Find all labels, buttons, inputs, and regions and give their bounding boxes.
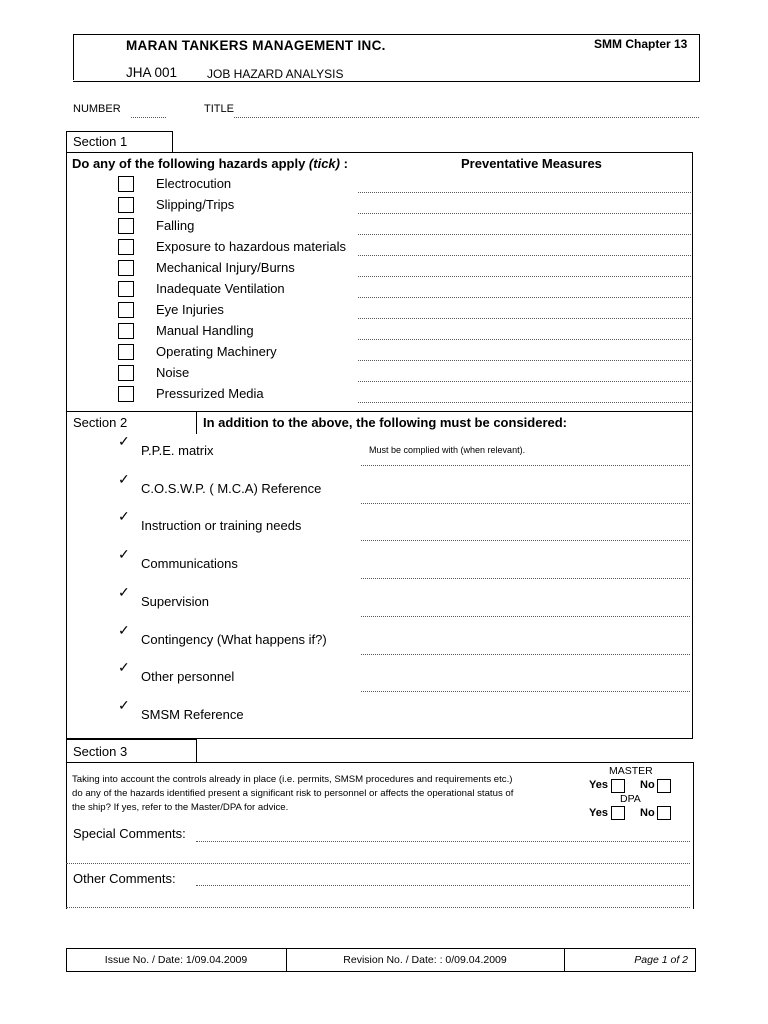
preventative-measure-field[interactable] <box>358 402 691 403</box>
consideration-field[interactable] <box>361 465 690 466</box>
number-label: NUMBER <box>73 103 121 115</box>
preventative-measure-field[interactable] <box>358 318 691 319</box>
tick-icon: ✓ <box>118 508 130 524</box>
tick-icon: ✓ <box>118 697 130 713</box>
consideration-field[interactable] <box>361 540 690 541</box>
tick-icon: ✓ <box>118 546 130 562</box>
hazard-checkbox[interactable] <box>118 281 134 297</box>
special-comments-field[interactable] <box>196 841 690 842</box>
tick-icon: ✓ <box>118 659 130 675</box>
dpa-yes-checkbox[interactable] <box>611 806 625 820</box>
footer-page: Page 1 of 2 <box>634 954 688 966</box>
special-comments-field-2[interactable] <box>66 863 690 864</box>
section3-left-border <box>66 762 67 909</box>
consideration-label: Supervision <box>141 594 209 609</box>
ppe-note: Must be complied with (when relevant). <box>369 445 526 455</box>
hazard-label: Noise <box>156 365 190 380</box>
footer-issue: Issue No. / Date: 1/09.04.2009 <box>104 954 248 966</box>
hazard-label: Mechanical Injury/Burns <box>156 260 295 275</box>
hazard-label: Inadequate Ventilation <box>156 281 285 296</box>
dpa-label: DPA <box>620 793 641 805</box>
other-comments-field-2[interactable] <box>66 907 690 908</box>
preventative-measure-field[interactable] <box>358 255 691 256</box>
chapter-label: SMM Chapter 13 <box>594 37 688 51</box>
preventative-measure-field[interactable] <box>358 360 691 361</box>
section2-heading: In addition to the above, the following must be considered: <box>203 415 568 430</box>
section2-box <box>66 411 693 739</box>
hazard-label: Eye Injuries <box>156 302 224 317</box>
master-label: MASTER <box>609 765 653 777</box>
consideration-field[interactable] <box>361 578 690 579</box>
document-title: JOB HAZARD ANALYSIS <box>207 67 344 81</box>
preventative-measure-field[interactable] <box>358 276 691 277</box>
consideration-label: SMSM Reference <box>141 707 244 722</box>
footer-revision: Revision No. / Date: : 0/09.04.2009 <box>343 954 507 966</box>
hazard-checkbox[interactable] <box>118 344 134 360</box>
section3-top-border <box>196 762 693 763</box>
hazard-label: Falling <box>156 218 195 233</box>
master-yes-label: Yes <box>589 779 608 791</box>
special-comments-label: Special Comments: <box>73 826 186 841</box>
consideration-label: Other personnel <box>141 669 235 684</box>
section1-label: Section 1 <box>73 134 128 149</box>
dpa-no-checkbox[interactable] <box>657 806 671 820</box>
hazard-label: Exposure to hazardous materials <box>156 239 347 254</box>
consideration-field[interactable] <box>361 654 690 655</box>
header-box-left-border <box>73 34 74 80</box>
title-label: TITLE <box>204 103 234 115</box>
consideration-field[interactable] <box>361 616 690 617</box>
preventative-measure-field[interactable] <box>358 234 691 235</box>
master-yes-checkbox[interactable] <box>611 779 625 793</box>
title-field[interactable] <box>234 117 699 118</box>
section1-question: Do any of the following hazards apply (tick) : <box>72 156 348 171</box>
dpa-yes-label: Yes <box>589 807 608 819</box>
hazard-checkbox[interactable] <box>118 323 134 339</box>
hazard-checkbox[interactable] <box>118 218 134 234</box>
hazard-checkbox[interactable] <box>118 386 134 402</box>
consideration-label: Instruction or training needs <box>141 518 302 533</box>
dpa-no-label: No <box>640 807 655 819</box>
hazard-checkbox[interactable] <box>118 176 134 192</box>
preventative-measure-field[interactable] <box>358 381 691 382</box>
hazard-checkbox[interactable] <box>118 260 134 276</box>
tick-icon: ✓ <box>118 433 130 449</box>
section3-label: Section 3 <box>73 744 128 759</box>
consideration-field[interactable] <box>361 691 690 692</box>
tick-icon: ✓ <box>118 622 130 638</box>
preventative-measure-field[interactable] <box>358 192 691 193</box>
hazard-label: Manual Handling <box>156 323 254 338</box>
preventative-measures-header: Preventative Measures <box>461 156 602 171</box>
hazard-label: Electrocution <box>156 176 232 191</box>
preventative-measure-field[interactable] <box>358 339 691 340</box>
preventative-measure-field[interactable] <box>358 213 691 214</box>
hazard-label: Slipping/Trips <box>156 197 235 212</box>
section2-label: Section 2 <box>73 415 128 430</box>
section3-question: Taking into account the controls already in place (i.e. permits, SMSM procedures and requirements etc.) do any of the hazards identified present a significant risk to personnel or affects the operational status of the ship? If yes, refer to the Master/DPA for advice. <box>72 774 514 813</box>
hazard-label: Pressurized Media <box>156 386 264 401</box>
hazard-label: Operating Machinery <box>156 344 277 359</box>
hazard-checkbox[interactable] <box>118 197 134 213</box>
consideration-label: Contingency (What happens if?) <box>141 632 327 647</box>
section3-right-border <box>693 762 694 909</box>
other-comments-label: Other Comments: <box>73 871 176 886</box>
hazard-checkbox[interactable] <box>118 239 134 255</box>
master-no-label: No <box>640 779 655 791</box>
consideration-label: C.O.S.W.P. ( M.C.A) Reference <box>141 481 322 496</box>
document-number: JHA 001 <box>126 65 178 80</box>
tick-icon: ✓ <box>118 584 130 600</box>
company-name: MARAN TANKERS MANAGEMENT INC. <box>126 38 386 53</box>
number-field[interactable] <box>131 117 166 118</box>
master-no-checkbox[interactable] <box>657 779 671 793</box>
hazard-checkbox[interactable] <box>118 365 134 381</box>
tick-icon: ✓ <box>118 471 130 487</box>
preventative-measure-field[interactable] <box>358 297 691 298</box>
other-comments-field[interactable] <box>196 885 690 886</box>
hazard-checkbox[interactable] <box>118 302 134 318</box>
consideration-label: P.P.E. matrix <box>141 443 214 458</box>
consideration-field[interactable] <box>361 503 690 504</box>
consideration-label: Communications <box>141 556 238 571</box>
